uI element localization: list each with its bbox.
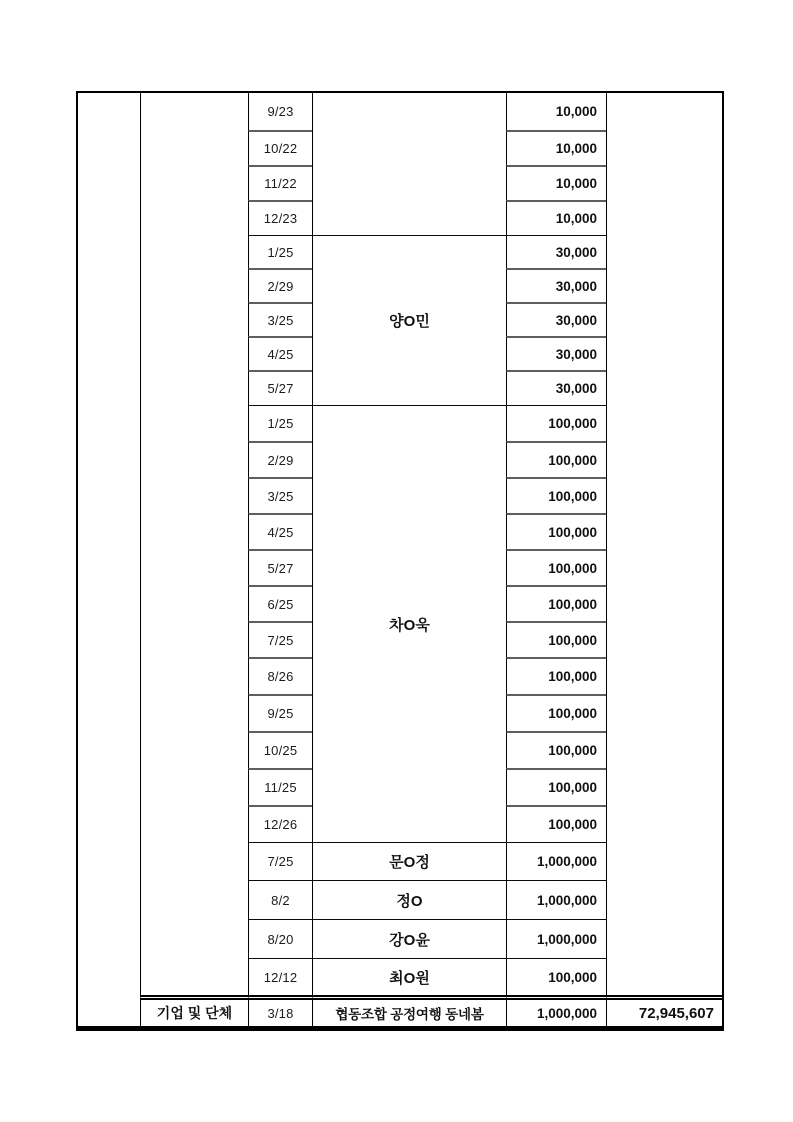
amount-cell: 1,000,000 [506,919,606,958]
amount-cell: 1,000,000 [506,880,606,919]
amount-cell: 1,000,000 [506,842,606,880]
donation-grid [78,93,722,1026]
org-type-cell: 기업 및 단체 [140,995,248,1026]
date-cell: 11/22 [248,165,312,200]
date-cell: 7/25 [248,621,312,657]
donor-name-cell: 문O정 [312,842,506,880]
date-cell: 10/25 [248,731,312,768]
amount-cell: 100,000 [506,657,606,694]
date-cell: 11/25 [248,768,312,805]
table-bottom-rule [76,1028,724,1031]
date-cell: 5/27 [248,370,312,405]
date-cell: 10/22 [248,130,312,165]
amount-cell: 100,000 [506,513,606,549]
total-amount-cell: 72,945,607 [606,995,722,1026]
amount-cell: 10,000 [506,93,606,130]
amount-cell: 1,000,000 [506,995,606,1026]
date-cell: 12/26 [248,805,312,842]
org-type-empty-cell [140,93,248,995]
amount-cell: 100,000 [506,477,606,513]
date-cell: 8/2 [248,880,312,919]
amount-cell: 100,000 [506,549,606,585]
date-cell: 8/20 [248,919,312,958]
amount-cell: 100,000 [506,621,606,657]
date-cell: 12/12 [248,958,312,995]
date-cell: 3/18 [248,995,312,1026]
donation-table [76,91,724,1028]
date-cell: 8/26 [248,657,312,694]
amount-cell: 30,000 [506,336,606,370]
date-cell: 1/25 [248,405,312,441]
amount-cell: 100,000 [506,958,606,995]
date-cell: 12/23 [248,200,312,235]
amount-cell: 100,000 [506,768,606,805]
donor-name-cell: 차O욱 [312,405,506,842]
date-cell: 4/25 [248,513,312,549]
amount-cell: 10,000 [506,165,606,200]
date-cell: 7/25 [248,842,312,880]
amount-cell: 10,000 [506,130,606,165]
date-cell: 4/25 [248,336,312,370]
date-cell: 5/27 [248,549,312,585]
amount-cell: 100,000 [506,694,606,731]
amount-cell: 100,000 [506,441,606,477]
donor-name-cell: 양O민 [312,235,506,405]
amount-cell: 30,000 [506,268,606,302]
date-cell: 2/29 [248,268,312,302]
amount-cell: 100,000 [506,805,606,842]
amount-cell: 100,000 [506,405,606,441]
amount-cell: 30,000 [506,302,606,336]
donor-name-cell: 협동조합 공정여행 동네봄 [312,995,506,1026]
date-cell: 3/25 [248,302,312,336]
date-cell: 9/25 [248,694,312,731]
date-cell: 2/29 [248,441,312,477]
donor-name-cell: 최O원 [312,958,506,995]
donor-name-cell: 강O윤 [312,919,506,958]
donor-name-cell [312,93,506,235]
date-cell: 1/25 [248,235,312,268]
donor-name-cell: 정O [312,880,506,919]
total-empty-cell [606,93,722,995]
amount-cell: 30,000 [506,370,606,405]
category-cell [78,93,140,1026]
amount-cell: 100,000 [506,585,606,621]
amount-cell: 100,000 [506,731,606,768]
amount-cell: 30,000 [506,235,606,268]
amount-cell: 10,000 [506,200,606,235]
date-cell: 9/23 [248,93,312,130]
date-cell: 6/25 [248,585,312,621]
date-cell: 3/25 [248,477,312,513]
